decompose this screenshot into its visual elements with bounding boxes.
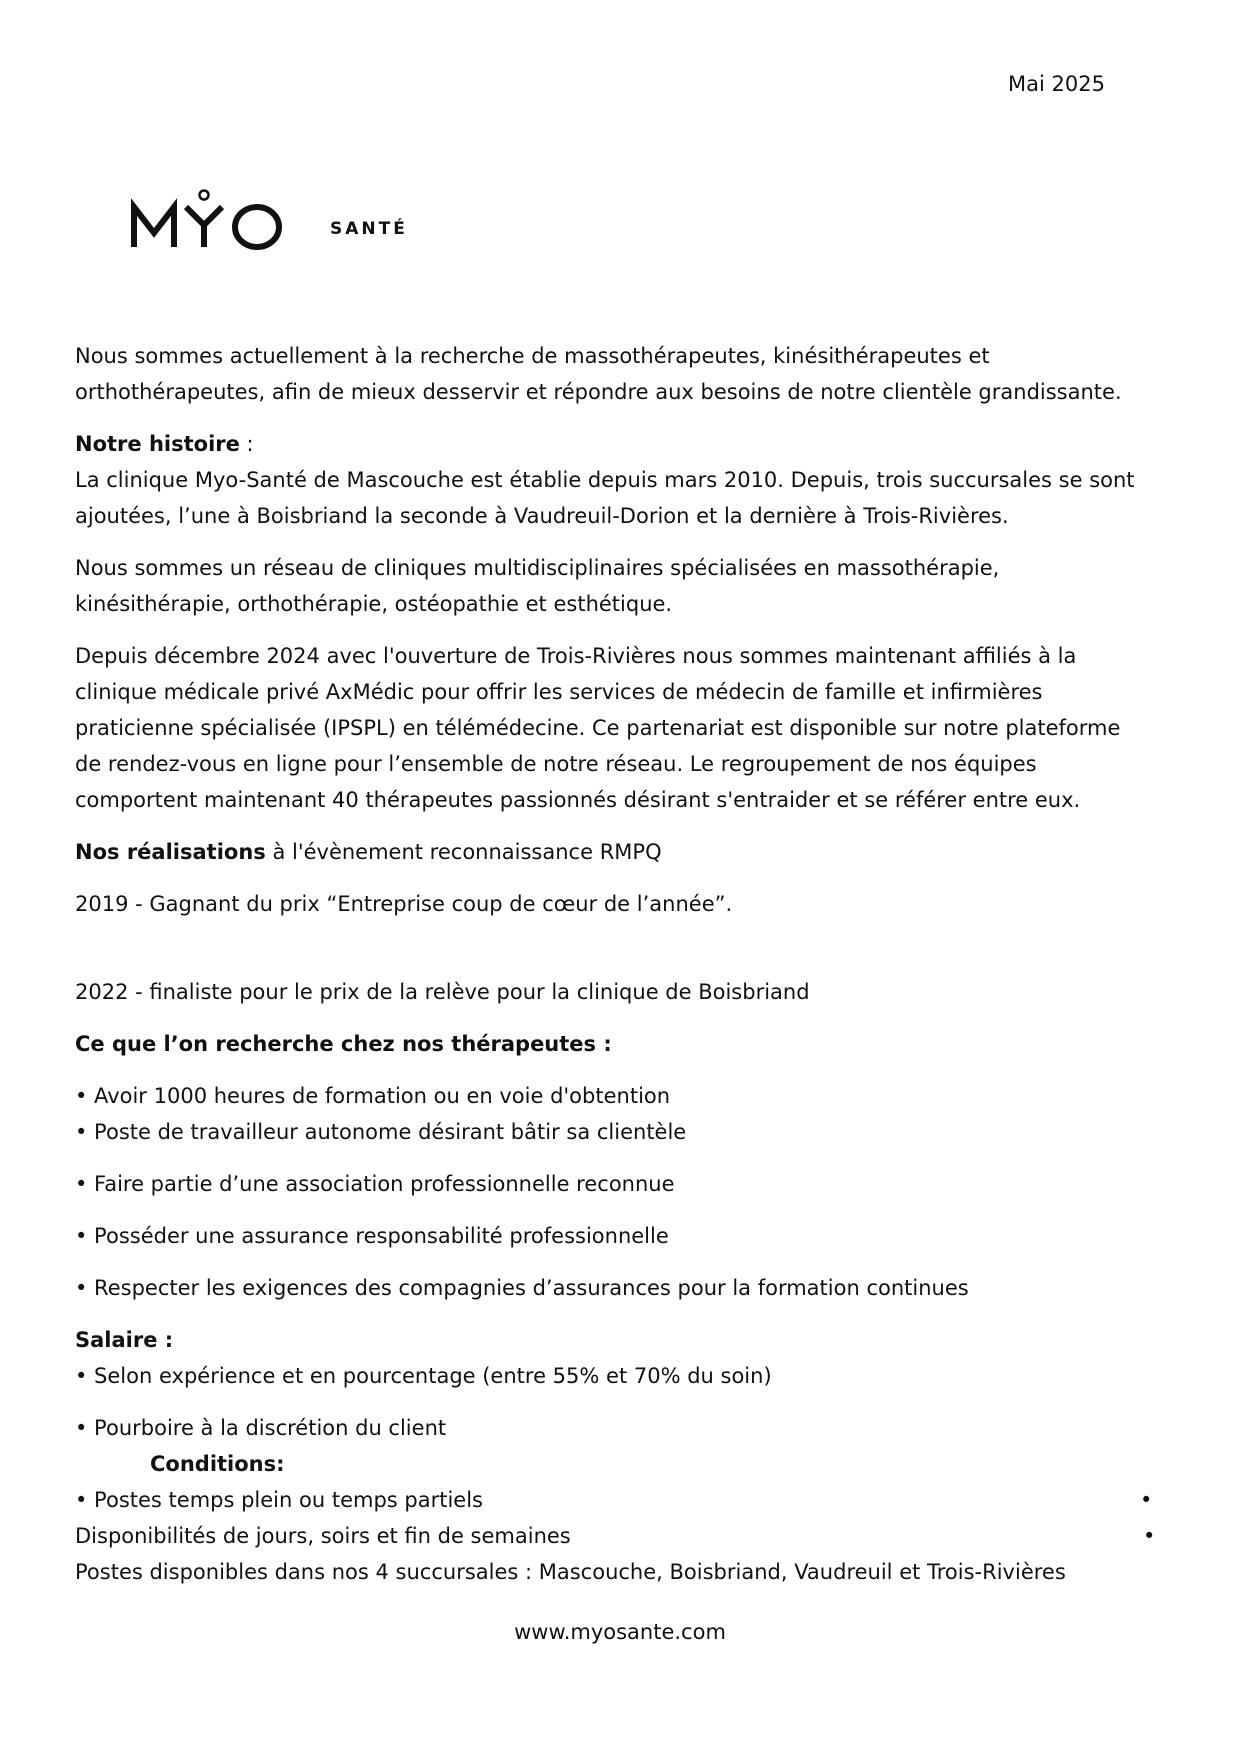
histoire-p3-line-4: de rendez-vous en ligne pour l’ensemble de notre réseau. Le regroupement de nos équipes [75,752,1037,776]
realisations-heading-line [75,834,662,870]
logo-subtitle: SANTÉ [330,219,408,239]
recherche-heading: Ce que l’on recherche chez nos thérapeutes : [75,1032,612,1056]
logo-mark [130,185,440,265]
conditions-line-3: Postes disponibles dans nos 4 succursales : Mascouche, Boisbriand, Vaudreuil et Trois-Rivières [75,1560,1066,1584]
histoire-heading-line [75,426,254,462]
histoire-p2-line-1: Nous sommes un réseau de cliniques multidisciplinaires spécialisées en massothérapie, [75,556,1000,580]
recherche-item-1: • Avoir 1000 heures de formation ou en voie d'obtention [75,1084,671,1108]
histoire-p3-line-5: comportent maintenant 40 thérapeutes passionnés désirant s'entraider et se référer entre eux. [75,788,1081,812]
histoire-heading: Notre histoire [75,432,240,456]
stray-bullet-2: • [1143,1524,1156,1548]
realisations-heading: Nos réalisations [75,840,266,864]
histoire-p1-line-2: ajoutées, l’une à Boisbriand la seconde à Vaudreuil-Dorion et la dernière à Trois-Rivières. [75,504,1009,528]
myo-sante-logo [130,185,440,265]
salaire-item-1: • Selon expérience et en pourcentage (entre 55% et 70% du soin) [75,1364,772,1388]
recherche-item-4: • Posséder une assurance responsabilité professionnelle [75,1224,669,1248]
document-date: Mai 2025 [1008,72,1105,96]
histoire-p3-line-3: praticienne spécialisée (IPSPL) en télémédecine. Ce partenariat est disponible sur notre plateforme [75,716,1121,740]
conditions-line-1: • Postes temps plein ou temps partiels [75,1488,483,1512]
histoire-heading-suffix: : [239,432,254,456]
histoire-p1-line-1: La clinique Myo-Santé de Mascouche est établie depuis mars 2010. Depuis, trois succursales se sont [75,468,1135,492]
intro-line-1: Nous sommes actuellement à la recherche de massothérapeutes, kinésithérapeutes et [75,344,990,368]
realisation-2019: 2019 - Gagnant du prix “Entreprise coup de cœur de l’année”. [75,892,733,916]
histoire-p2-line-2: kinésithérapie, orthothérapie, ostéopathie et esthétique. [75,592,673,616]
recherche-item-2: • Poste de travailleur autonome désirant bâtir sa clientèle [75,1120,687,1144]
recherche-item-5: • Respecter les exigences des compagnies d’assurances pour la formation continues [75,1276,969,1300]
conditions-line-2: Disponibilités de jours, soirs et fin de semaines [75,1524,571,1548]
website-link[interactable]: www.myosante.com [514,1620,726,1644]
stray-bullet-1: • [1140,1488,1153,1512]
histoire-p3-line-1: Depuis décembre 2024 avec l'ouverture de Trois-Rivières nous sommes maintenant affiliés à la [75,644,1077,668]
realisation-2022: 2022 - finaliste pour le prix de la relève pour la clinique de Boisbriand [75,980,810,1004]
realisations-heading-suffix: à l'évènement reconnaissance RMPQ [265,840,662,864]
conditions-heading: Conditions: [150,1452,285,1476]
histoire-p3-line-2: clinique médicale privé AxMédic pour offrir les services de médecin de famille et infirmières [75,680,1043,704]
salaire-item-2: • Pourboire à la discrétion du client [75,1416,447,1440]
recherche-item-3: • Faire partie d’une association professionnelle reconnue [75,1172,675,1196]
salaire-heading: Salaire : [75,1328,174,1352]
intro-line-2: orthothérapeutes, afin de mieux desservir et répondre aux besoins de notre clientèle grandissante. [75,380,1122,404]
